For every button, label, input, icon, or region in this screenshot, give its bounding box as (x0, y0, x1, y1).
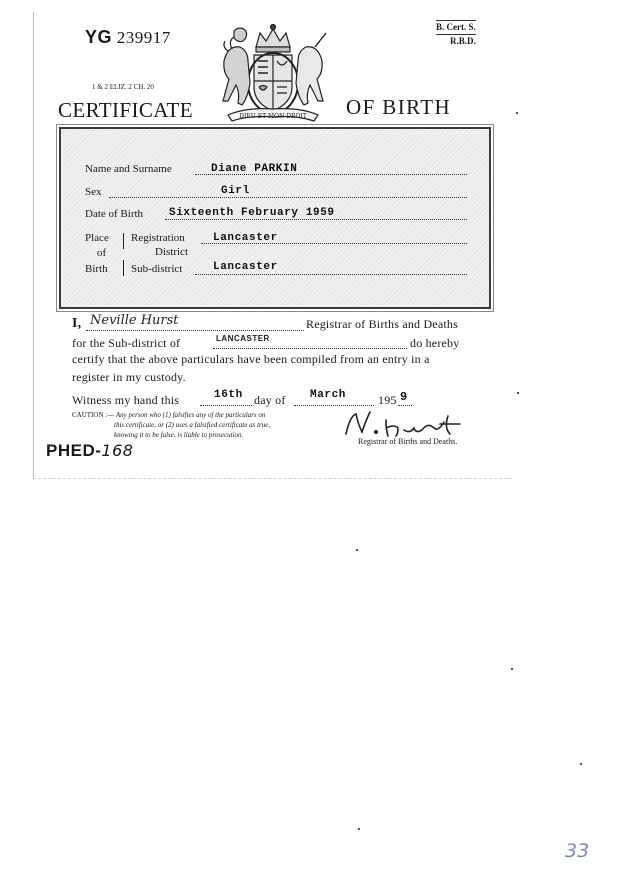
date-of-birth-value: Sixteenth February 1959 (169, 207, 335, 219)
day-rule (200, 405, 252, 406)
caution-line-1: Any person who (1) falsifies any of the particulars on (115, 411, 266, 419)
form-code-line-1: B. Cert. S. (436, 22, 476, 32)
for-subdistrict-rule (213, 348, 407, 349)
subdistrict-label: Sub-district (131, 263, 183, 275)
royal-coat-of-arms-icon (214, 21, 332, 125)
subdistrict-rule (195, 274, 467, 275)
sex-rule (109, 197, 467, 198)
particulars-panel (59, 127, 491, 309)
year-prefix: 195 (378, 393, 397, 407)
for-subdistrict-label: for the Sub-district of (72, 336, 181, 350)
scan-speck (580, 763, 582, 765)
birth-label: Birth (85, 263, 108, 275)
day-of-label: day of (254, 393, 286, 407)
serial-prefix: YG (85, 27, 113, 47)
scan-speck (511, 668, 513, 670)
serial-number: 239917 (116, 28, 171, 47)
name-value: Diane PARKIN (211, 163, 298, 175)
sex-label: Sex (85, 186, 102, 198)
month-rule (294, 405, 374, 406)
stamp-prefix: PHED- (46, 441, 102, 460)
year-rule (398, 405, 412, 406)
stamp-number: 168 (101, 441, 134, 460)
title-of-birth: OF BIRTH (346, 95, 452, 119)
date-of-birth-label: Date of Birth (85, 208, 144, 220)
year-suffix: 9 (400, 390, 408, 404)
month-value: March (310, 389, 347, 401)
attestation-i: I, (72, 316, 82, 331)
do-hereby: do hereby (410, 336, 460, 350)
registration-label: Registration (131, 232, 185, 244)
scan-speck (516, 112, 518, 114)
certificate-serial (85, 27, 171, 48)
form-code-line-2: R.B.D. (436, 34, 476, 48)
registration-district-value: Lancaster (213, 232, 278, 244)
place-bracket-bottom (123, 260, 124, 276)
place-bracket-top (123, 233, 124, 249)
subdistrict-value: Lancaster (213, 261, 278, 273)
registrar-name-rule (86, 330, 304, 331)
svg-text:DIEU ET MON DROIT: DIEU ET MON DROIT (239, 113, 307, 120)
statute-reference: 1 & 2 ELIZ. 2 CH. 20 (92, 83, 154, 91)
date-of-birth-rule (165, 219, 467, 220)
page-number: 33 (565, 840, 590, 862)
scan-speck (356, 549, 358, 551)
form-code (436, 20, 476, 48)
caution-line-2: this certificate, or (2) uses a falsified certificate as true, (114, 421, 271, 429)
scan-speck (517, 392, 519, 394)
registrar-name: Neville Hurst (90, 313, 179, 328)
day-value: 16th (214, 389, 243, 401)
certify-line-2: register in my custody. (72, 370, 186, 384)
title-certificate: CERTIFICATE (58, 98, 193, 122)
certify-line-1: certify that the above particulars have been compiled from an entry in a (72, 352, 430, 366)
witness-label: Witness my hand this (72, 393, 180, 407)
signature-caption: Registrar of Births and Deaths. (358, 437, 458, 446)
for-subdistrict-value: LANCASTER (216, 334, 270, 343)
scan-speck (358, 828, 360, 830)
place-label: Place (85, 232, 109, 244)
caution-notice (72, 410, 342, 440)
name-label: Name and Surname (85, 163, 172, 175)
district-label: District (155, 246, 188, 258)
archive-stamp (46, 441, 133, 461)
registrar-signature-icon (342, 408, 482, 440)
caution-label: CAUTION :— (72, 411, 115, 419)
sex-value: Girl (221, 185, 250, 197)
caution-line-3: knowing it to be false, is liable to prosecution. (114, 431, 244, 439)
registrar-title: Registrar of Births and Deaths (306, 317, 458, 331)
place-of-label: of (97, 247, 107, 259)
